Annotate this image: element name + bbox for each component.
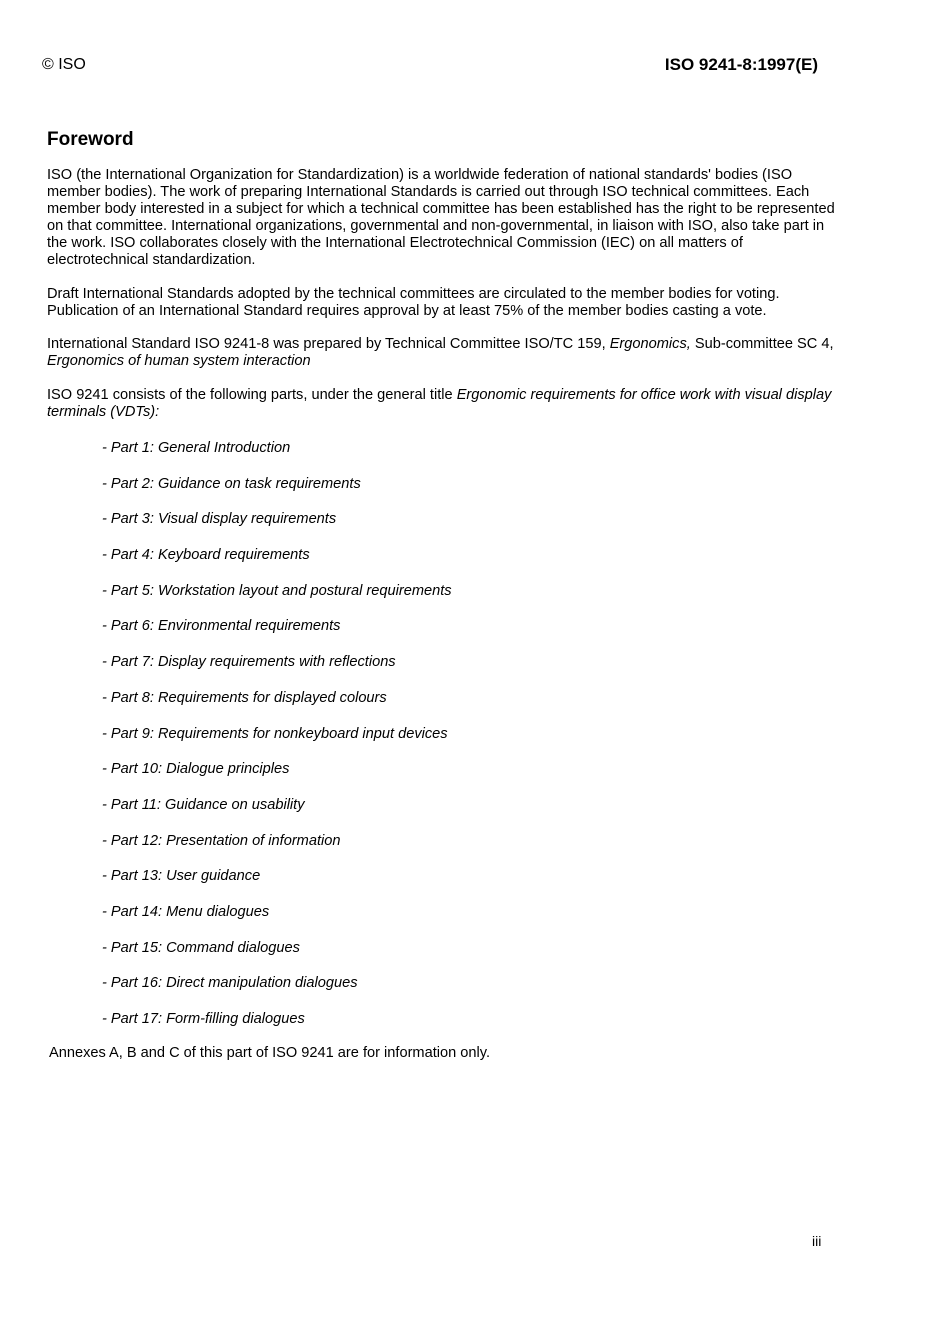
list-item: - Part 10: Dialogue principles (102, 761, 290, 778)
page-title: Foreword (47, 129, 134, 150)
list-item: - Part 8: Requirements for displayed colours (102, 689, 387, 706)
list-item: - Part 3: Visual display requirements (102, 511, 337, 528)
document-identifier: ISO 9241-8:1997(E) (664, 55, 818, 74)
list-item: - Part 13: User guidance (102, 868, 261, 885)
list-item: - Part 1: General Introduction (102, 440, 291, 456)
list-item: - Part 2: Guidance on task requirements (102, 475, 361, 492)
list-item: - Part 16: Direct manipulation dialogues (102, 975, 358, 992)
list-item: - Part 6: Environmental requirements (102, 618, 341, 635)
copyright-notice: © ISO (42, 56, 86, 73)
list-item: - Part 7: Display requirements with reflections (102, 654, 396, 671)
subcommittee-name: Ergonomics of human system interaction (47, 353, 311, 369)
list-item: - Part 14: Menu dialogues (102, 903, 270, 920)
subcommittee-text: Sub-committee SC 4, (690, 336, 834, 352)
list-item: - Part 15: Command dialogues (102, 939, 300, 956)
general-title: Ergonomic requirements for office work with visual display terminals (VDTs): (47, 387, 832, 420)
list-item: - Part 11: Guidance on usability (102, 796, 305, 813)
paragraph-parts-intro (47, 387, 837, 421)
parts-intro-text: ISO 9241 consists of the following parts, under the general title (47, 387, 457, 403)
preparation-text: International Standard ISO 9241-8 was prepared by Technical Committee ISO/TC 159, (47, 336, 610, 352)
page-number: iii (812, 1233, 822, 1249)
paragraph-draft-standards: Draft International Standards adopted by the technical committees are circulated to the member bodies for voting. Publication of an International Standard requires approval by at least 75% of the member bodies casting a vote. (47, 286, 780, 319)
paragraph-preparation (47, 336, 837, 370)
list-item: - Part 12: Presentation of information (102, 832, 341, 849)
list-item: - Part 4: Keyboard requirements (102, 547, 310, 564)
annex-note: Annexes A, B and C of this part of ISO 9241 are for information only. (49, 1045, 491, 1061)
list-item: - Part 5: Workstation layout and postural requirements (102, 582, 452, 599)
paragraph-iso-intro: ISO (the International Organization for Standardization) is a worldwide federation of national standards' bodies (ISO member bodies). The work of preparing International Standards is carried out through ISO technical committees. Each member body interested in a subject for which a technical committee has been established has the right to be represented on that committee. International organizations, governmental and non-governmental, in liaison with ISO, also take part in the work. ISO collaborates closely with the International Electrotechnical Commission (IEC) on all matters of electrotechnical standardization. (47, 167, 835, 268)
committee-name: Ergonomics, (609, 336, 691, 352)
list-item: - Part 17: Form-filling dialogues (102, 1011, 305, 1027)
list-item: - Part 9: Requirements for nonkeyboard input devices (102, 725, 448, 742)
parts-list (102, 440, 452, 1047)
